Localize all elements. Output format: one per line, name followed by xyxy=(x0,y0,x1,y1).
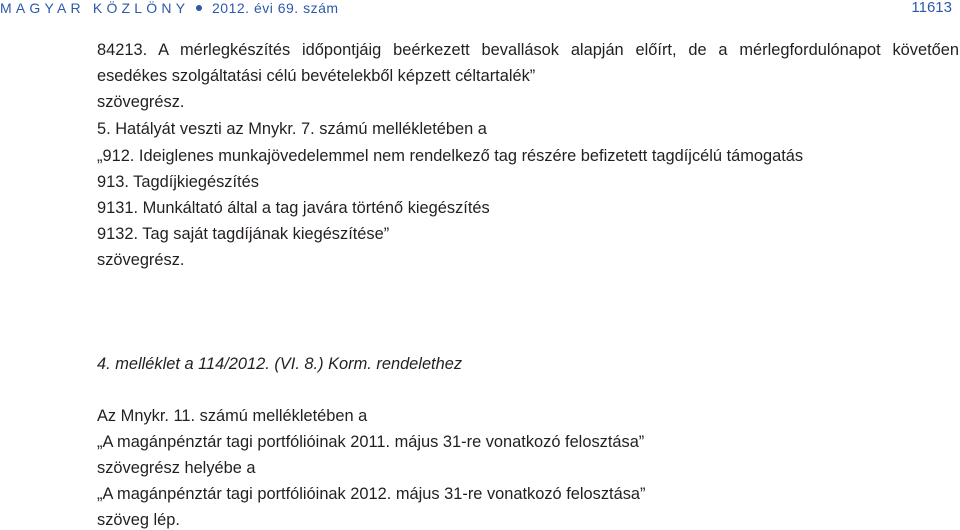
text-szovegresz-1: szövegrész. xyxy=(97,93,185,111)
text-szoveg-lep: szöveg lép. xyxy=(97,511,180,529)
page-number: 11613 xyxy=(911,0,952,16)
quoted-title-2012: „A magánpénztár tagi portfólióinak 2012. május 31-re vonatkozó felosztása” xyxy=(97,485,646,503)
item-9131: 9131. Munkáltató által a tag javára történő kiegészítés xyxy=(97,199,490,217)
publication-name: MAGYAR KÖZLÖNY xyxy=(0,0,190,16)
quoted-title-2011: „A magánpénztár tagi portfólióinak 2011. május 31-re vonatkozó felosztása” xyxy=(97,433,645,451)
text-szovegresz-2: szövegrész. xyxy=(97,251,185,269)
bullet-dot-icon xyxy=(196,5,202,11)
item-912: „912. Ideiglenes munkajövedelemmel nem rendelkező tag részére befizetett tagdíjcélú támogatás xyxy=(97,147,804,165)
header-publication-info xyxy=(0,0,339,16)
paragraph-84213-line-2: esedékes szolgáltatási célú bevételekből képzett céltartalék” xyxy=(97,67,536,85)
paragraph-84213-line-1: 84213. A mérlegkészítés időpontjáig beérkezett bevallások alapján előírt, de a mérlegfordulónapot követően xyxy=(97,41,959,59)
point-5-heading: 5. Hatályát veszti az Mnykr. 7. számú mellékletében a xyxy=(97,120,487,138)
issue-info: 2012. évi 69. szám xyxy=(212,0,339,16)
annex-intro: Az Mnykr. 11. számú mellékletében a xyxy=(97,407,368,425)
page-header xyxy=(0,0,960,20)
text-replacement: szövegrész helyébe a xyxy=(97,459,256,477)
item-9132: 9132. Tag saját tagdíjának kiegészítése” xyxy=(97,225,390,243)
annex-4-title: 4. melléklet a 114/2012. (VI. 8.) Korm. rendelethez xyxy=(97,355,463,373)
item-913: 913. Tagdíjkiegészítés xyxy=(97,173,259,191)
